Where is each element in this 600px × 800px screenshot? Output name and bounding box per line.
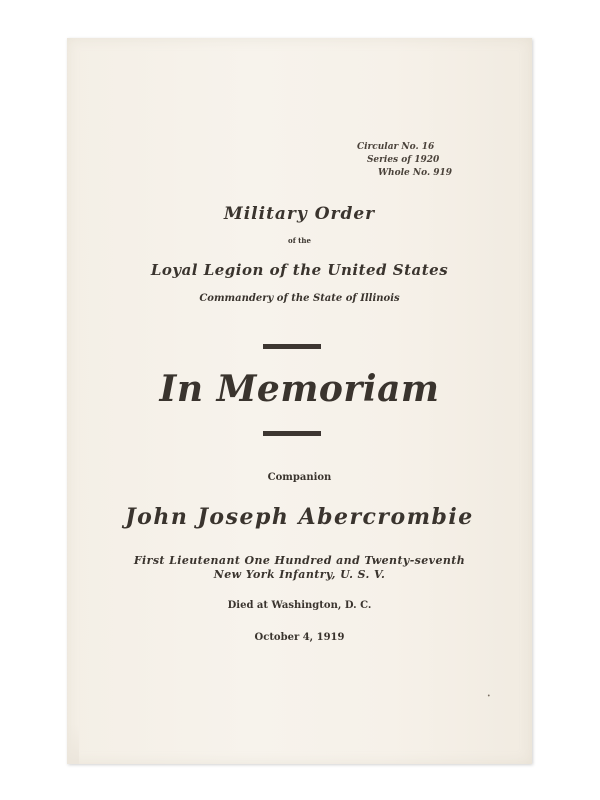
whole-number: Whole No. 919	[377, 168, 452, 178]
top-divider-rule	[263, 344, 321, 349]
military-order-heading: Military Order	[223, 204, 376, 224]
death-place: Died at Washington, D. C.	[227, 600, 372, 611]
companion-label: Companion	[267, 472, 332, 483]
circular-number: Circular No. 16	[356, 142, 435, 152]
death-date: October 4, 1919	[254, 632, 345, 643]
memorial-circular-page	[67, 38, 532, 764]
commandery-subheading: Commandery of the State of Illinois	[199, 293, 400, 304]
honoree-name: John Joseph Abercrombie	[125, 504, 474, 530]
rank-line-2: New York Infantry, U. S. V.	[213, 568, 386, 581]
loyal-legion-heading: Loyal Legion of the United States	[150, 261, 449, 279]
series-number: Series of 1920	[366, 155, 440, 165]
rank-line-1: First Lieutenant One Hundred and Twenty-seventh	[133, 554, 466, 567]
of-the-text: of the	[288, 236, 311, 245]
page-title: In Memoriam	[159, 368, 440, 410]
circular-number-block	[357, 141, 452, 180]
bottom-divider-rule	[263, 431, 321, 436]
paper-blemish: •	[487, 693, 491, 700]
